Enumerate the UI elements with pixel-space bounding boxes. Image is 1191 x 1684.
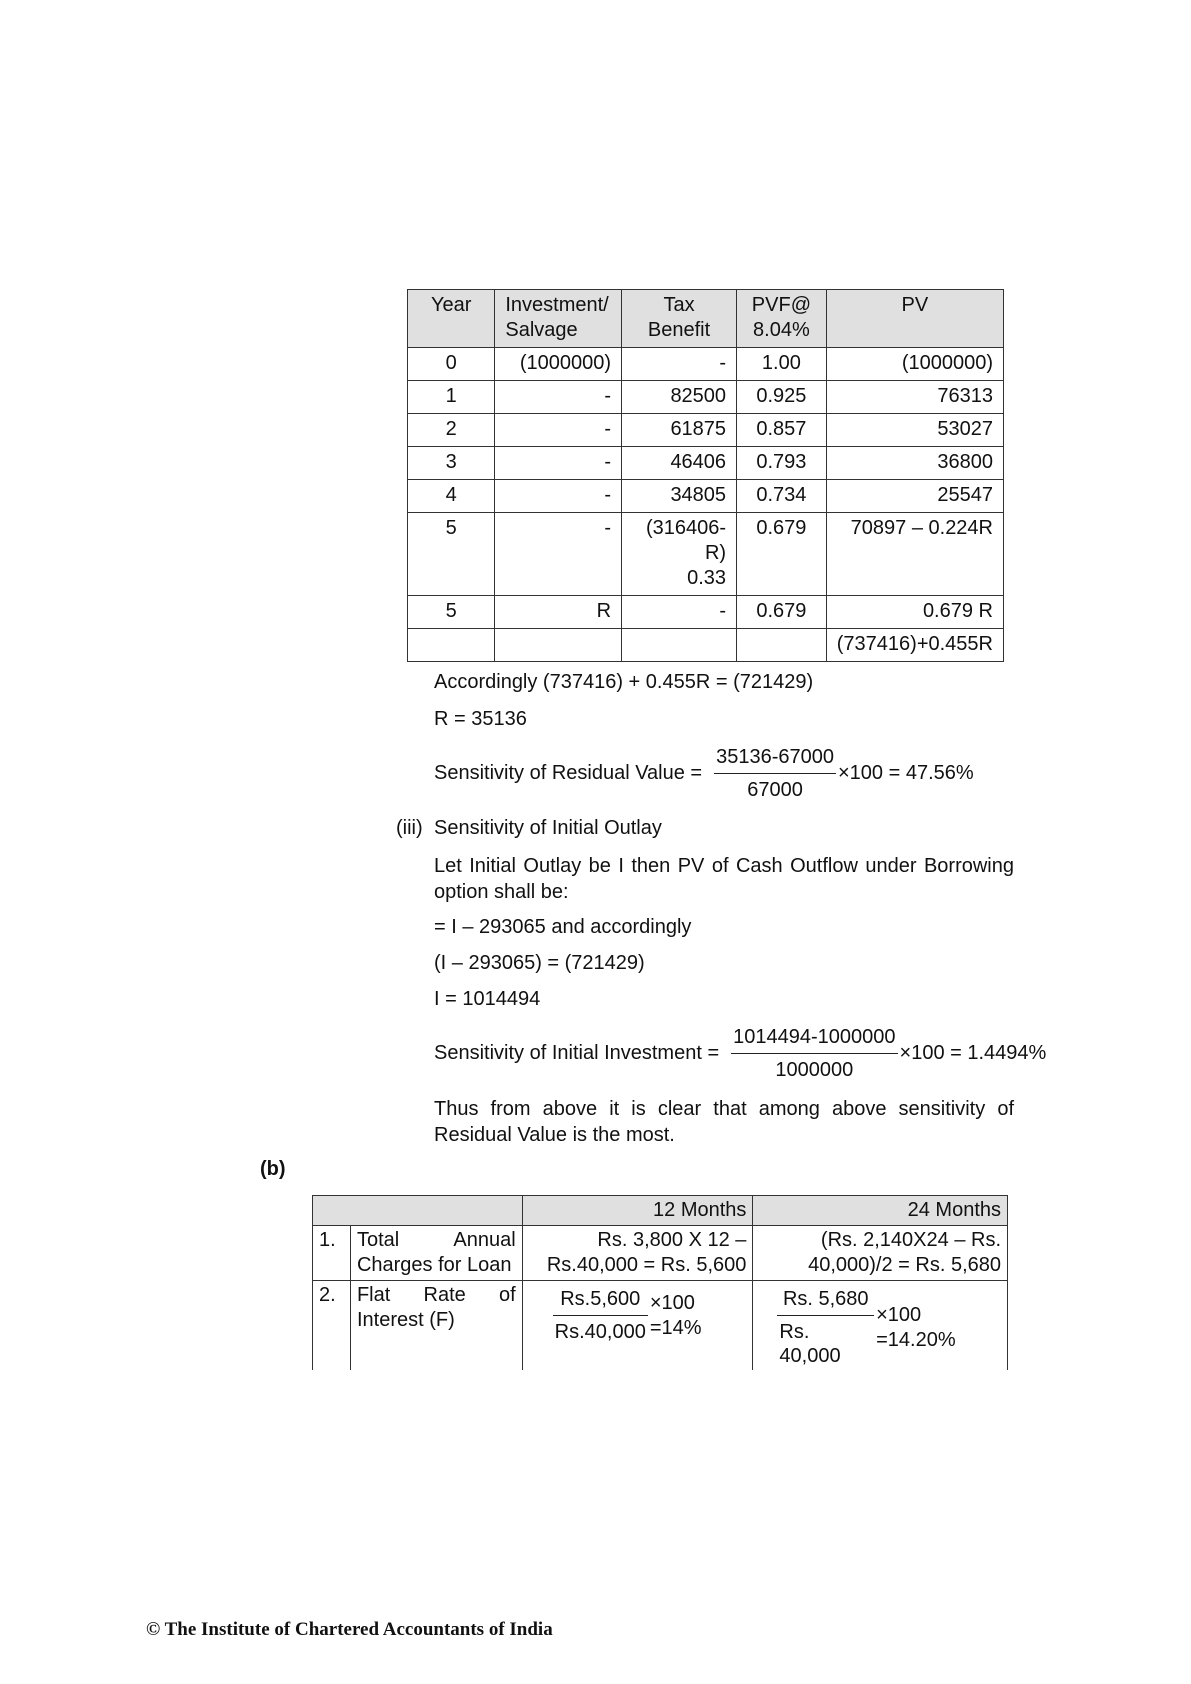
cell-line1: Rs. 3,800 X 12 – [597,1229,747,1251]
sensitivity-residual-label: Sensitivity of Residual Value = [434,762,703,784]
label-word: Annual [453,1229,516,1251]
sensitivity-initial-result: ×100 = 1.4494% [899,1042,1047,1064]
table-row [408,480,1004,513]
cell-year: 5 [408,513,495,596]
cell-pv: 0.679 R [826,596,1003,629]
header-pvf: PVF@ 8.04% [737,290,827,348]
cell-year: 1 [408,381,495,414]
cell-tax: - [622,596,737,629]
r-value: R = 35136 [434,708,527,730]
cell-tax [622,513,737,596]
header-blank [313,1196,523,1226]
label-line2: Interest (F) [356,1309,455,1331]
cell-year: 2 [408,414,495,447]
fraction-denominator: 67000 [747,779,803,801]
table-row-total [408,629,1004,662]
label-word: Rate [423,1284,466,1306]
header-year: Year [408,290,495,348]
header-investment: Investment/ Salvage [495,290,622,348]
cell-line2: 40,000)/2 = Rs. 5,680 [808,1254,1001,1276]
section-iii-label: (iii) [396,817,423,839]
equation-1: = I – 293065 and accordingly [434,916,692,938]
cell-pvf: 0.925 [737,381,827,414]
fraction-numerator: 1014494-1000000 [733,1026,896,1048]
flat-rate-12-fraction [553,1287,648,1344]
fraction-denominator: 1000000 [775,1059,854,1081]
header-12-months: 12 Months [522,1196,753,1226]
cell-tax [622,629,737,662]
cell-pvf: 0.679 [737,596,827,629]
sensitivity-residual-fraction [714,745,836,802]
cell-year: 5 [408,596,495,629]
row-number: 2. [313,1281,351,1371]
section-b-label: (b) [260,1158,286,1180]
footer-copyright: © The Institute of Chartered Accountants of India [146,1619,553,1640]
cell-pvf: 0.679 [737,513,827,596]
flat-rate-12-result: ×100 =14% [649,1291,702,1339]
cell-pv-total: (737416)+0.455R [826,629,1003,662]
cell-investment: R [495,596,622,629]
flat-rate-24-result: ×100 =14.20% [876,1303,956,1351]
cell-pvf [737,629,827,662]
row-label [350,1281,522,1371]
cell-pv: 36800 [826,447,1003,480]
cell-pv: 70897 – 0.224R [826,513,1003,596]
cell-12-months [522,1226,753,1281]
cell-pvf: 0.734 [737,480,827,513]
label-word: of [498,1284,516,1306]
cell-year: 3 [408,447,495,480]
table-row [313,1281,1008,1371]
sensitivity-initial-formula [434,1025,1046,1082]
cell-24-months [753,1226,1008,1281]
cell-12-months [522,1281,753,1371]
flat-rate-24-fraction [777,1287,874,1368]
header-tax-benefit: Tax Benefit [622,290,737,348]
pv-table-header [408,290,1004,348]
cell-investment [495,629,622,662]
equation-2: (I – 293065) = (721429) [434,952,645,974]
cell-year: 4 [408,480,495,513]
sensitivity-residual-result: ×100 = 47.56% [838,762,974,784]
conclusion-paragraph: Thus from above it is clear that among above sensitivity of Residual Value is the most. [434,1098,1014,1146]
cell-investment: - [495,513,622,596]
cell-pv: 76313 [826,381,1003,414]
cell-line2: Rs.40,000 = Rs. 5,600 [546,1254,747,1276]
cell-pv: (1000000) [826,348,1003,381]
cell-pv: 53027 [826,414,1003,447]
cell-tax-line2: 0.33 [687,567,727,589]
fraction-denominator: Rs.40,000 [554,1321,646,1343]
cell-year [408,629,495,662]
label-word: Flat [356,1284,391,1306]
table-row [408,348,1004,381]
table-row [408,414,1004,447]
label-word: Total [356,1229,400,1251]
cell-24-months [753,1281,1008,1371]
loan-comparison-table [312,1195,1008,1370]
fraction-numerator: Rs. 5,680 [782,1288,869,1310]
accordingly-equation: Accordingly (737416) + 0.455R = (721429) [434,671,814,693]
cell-tax: 61875 [622,414,737,447]
cell-tax: 82500 [622,381,737,414]
fraction-numerator: 35136-67000 [716,746,834,768]
cell-investment: - [495,414,622,447]
cell-investment: - [495,447,622,480]
pv-table [407,289,1004,662]
cell-investment: - [495,480,622,513]
cell-year: 0 [408,348,495,381]
cell-pvf: 1.00 [737,348,827,381]
cell-pvf: 0.857 [737,414,827,447]
sensitivity-residual-formula [434,745,974,802]
cell-tax: 34805 [622,480,737,513]
table-row [408,381,1004,414]
cell-investment: (1000000) [495,348,622,381]
cell-tax: - [622,348,737,381]
table-row [408,596,1004,629]
label-line2: Charges for Loan [356,1254,512,1276]
sensitivity-initial-fraction [731,1025,897,1082]
equation-3: I = 1014494 [434,988,541,1010]
cell-tax: 46406 [622,447,737,480]
cell-pv: 25547 [826,480,1003,513]
table-row [313,1226,1008,1281]
cell-line1: (Rs. 2,140X24 – Rs. [820,1229,1001,1251]
sensitivity-initial-label: Sensitivity of Initial Investment = [434,1042,720,1064]
header-24-months: 24 Months [753,1196,1008,1226]
cell-pvf: 0.793 [737,447,827,480]
fraction-numerator: Rs.5,600 [560,1288,641,1310]
header-pv: PV [826,290,1003,348]
fraction-denominator: Rs. 40,000 [779,1321,841,1367]
let-initial-paragraph: Let Initial Outlay be I then PV of Cash Outflow under Borrowing option shall be: [434,855,1014,903]
row-number: 1. [313,1226,351,1281]
table-row [408,447,1004,480]
cell-tax-line1: (316406-R) [646,517,727,564]
section-iii-title: Sensitivity of Initial Outlay [434,817,662,839]
loan-table-header [313,1196,1008,1226]
row-label [350,1226,522,1281]
table-row [408,513,1004,596]
cell-investment: - [495,381,622,414]
